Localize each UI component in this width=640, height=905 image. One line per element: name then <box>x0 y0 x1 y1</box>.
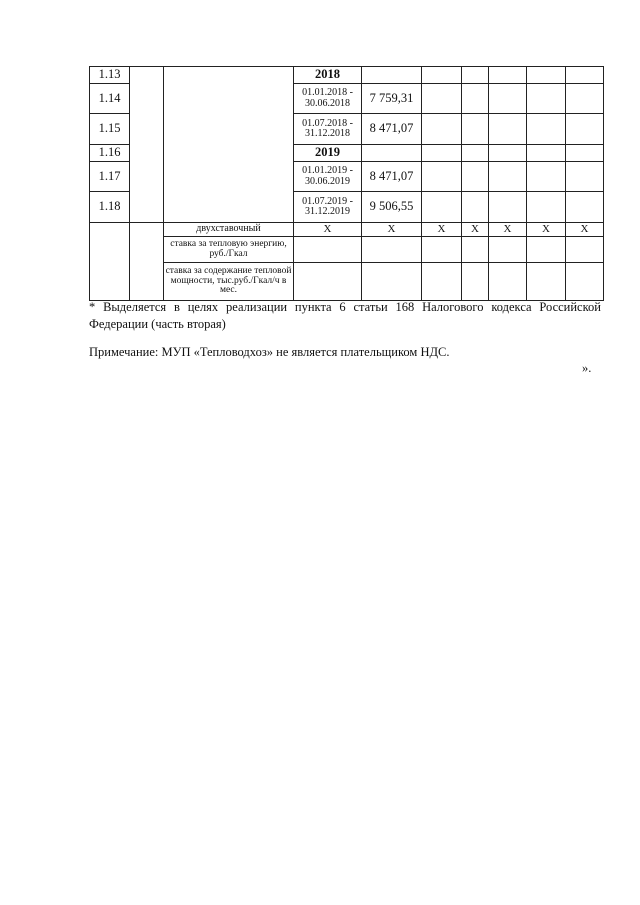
x-mark: Х <box>294 223 362 237</box>
empty-cell <box>130 223 164 301</box>
year-header: 2019 <box>294 145 362 162</box>
period-cell: 01.01.2018 - 30.06.2018 <box>294 84 362 114</box>
row-number: 1.14 <box>90 84 130 114</box>
empty-cell <box>164 67 294 223</box>
row-number: 1.13 <box>90 67 130 84</box>
table-row <box>90 237 604 263</box>
tariff-value: 9 506,55 <box>362 192 422 223</box>
period-cell: 01.07.2018 - 31.12.2018 <box>294 114 362 145</box>
closing-quote: ». <box>582 361 592 375</box>
row-number: 1.16 <box>90 145 130 162</box>
tariff-value: 8 471,07 <box>362 162 422 192</box>
row-number: 1.18 <box>90 192 130 223</box>
tariff-value: 8 471,07 <box>362 114 422 145</box>
footnote: * Выделяется в целях реализации пункта 6 статьи 168 Налогового кодекса Российской Федерации (часть вторая) <box>89 300 601 331</box>
row-number: 1.17 <box>90 162 130 192</box>
x-mark: Х <box>489 223 527 237</box>
empty-cell <box>130 67 164 223</box>
period-cell: 01.01.2019 - 30.06.2019 <box>294 162 362 192</box>
x-mark: Х <box>362 223 422 237</box>
table-row <box>90 263 604 301</box>
empty-cell <box>90 223 130 301</box>
tariff-value: 7 759,31 <box>362 84 422 114</box>
x-mark: Х <box>527 223 566 237</box>
x-mark: Х <box>566 223 604 237</box>
heat-rate-label: ставка за тепловую энергию, руб./Гкал <box>164 237 294 263</box>
period-cell: 01.07.2019 - 31.12.2019 <box>294 192 362 223</box>
tariff-table <box>89 66 604 301</box>
two-part-label: двухставочный <box>164 223 294 237</box>
vat-note: Примечание: МУП «Тепловодхоз» не является плательщиком НДС. <box>89 345 450 359</box>
x-mark: Х <box>462 223 489 237</box>
x-mark: Х <box>422 223 462 237</box>
year-header: 2018 <box>294 67 362 84</box>
capacity-rate-label: ставка за содержание тепловой мощности, тыс.руб./Гкал/ч в мес. <box>164 263 294 301</box>
table-row <box>90 223 604 237</box>
table-row <box>90 67 604 84</box>
row-number: 1.15 <box>90 114 130 145</box>
